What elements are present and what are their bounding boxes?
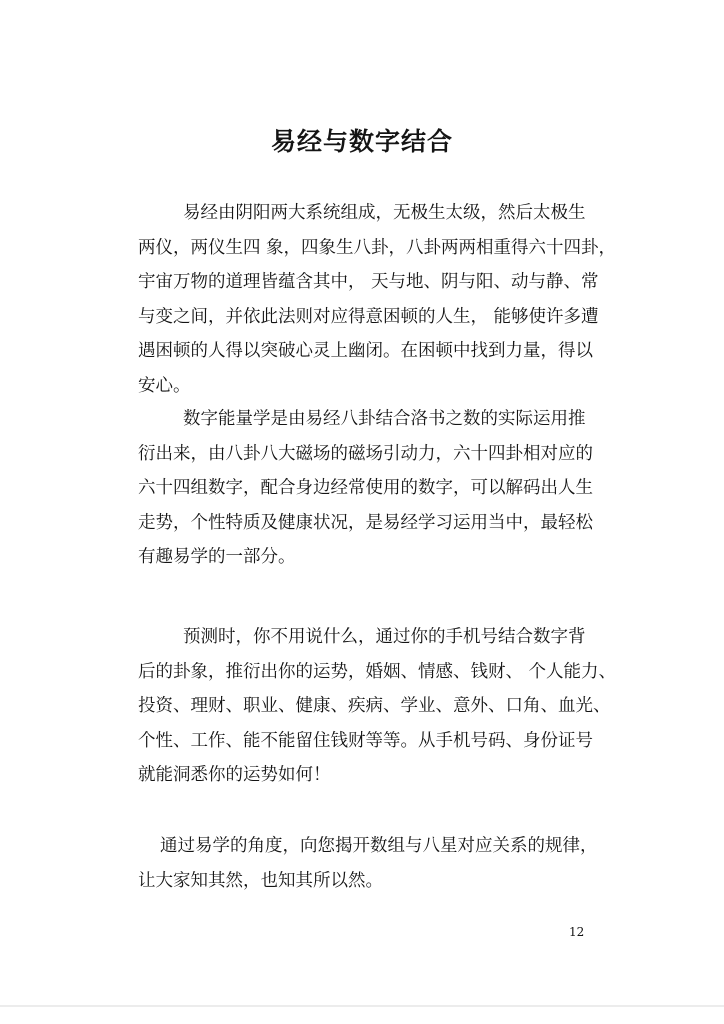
text-line: 易经由阴阳两大系统组成，无极生太级，然后太极生 xyxy=(183,203,586,223)
text-line: 让大家知其然，也知其所以然。 xyxy=(138,870,383,891)
text-line: 与变之间，并依此法则对应得意困顿的人生， 能够使许多遭 xyxy=(138,306,599,327)
text-line: 数字能量学是由易经八卦结合洛书之数的实际运用推 xyxy=(183,409,586,429)
paragraph-yijing-system xyxy=(138,196,617,403)
text-line: 通过易学的角度，向您揭开数组与八星对应关系的规律， xyxy=(160,836,598,856)
text-line: 衍出来，由八卦八大磁场的磁场引动力，六十四卦相对应的 xyxy=(138,443,593,464)
paragraph-conclusion xyxy=(138,829,598,898)
text-line: 安心。 xyxy=(138,375,191,396)
text-line: 六十四组数字，配合身边经常使用的数字，可以解码出人生 xyxy=(138,478,593,498)
text-line: 预测时，你不用说什么，通过你的手机号结合数字背 xyxy=(183,627,586,647)
text-line: 有趣易学的一部分。 xyxy=(138,547,296,567)
text-line: 遇困顿的人得以突破心灵上幽闭。在困顿中找到力量，得以 xyxy=(138,341,593,361)
text-line: 后的卦象，推衍出你的运势，婚姻、情感、钱财、 个人能力、 xyxy=(138,661,617,682)
page-title: 易经与数字结合 xyxy=(270,127,453,156)
paragraph-prediction xyxy=(138,620,617,793)
text-line: 个性、工作、能不能留住钱财等等。从手机号码、身份证号 xyxy=(138,730,593,751)
paragraph-number-energy xyxy=(138,402,598,575)
text-line: 宇宙万物的道理皆蕴含其中， 天与地、阴与阳、动与静、常 xyxy=(138,272,599,292)
text-line: 走势，个性特质及健康状况，是易经学习运用当中，最轻松 xyxy=(138,512,593,533)
text-line: 就能洞悉你的运势如何！ xyxy=(138,765,331,785)
page-number: 12 xyxy=(569,925,585,939)
text-line: 两仪，两仪生四 象，四象生八卦，八卦两两相重得六十四卦， xyxy=(138,237,617,258)
scan-edge-divider xyxy=(0,1005,724,1007)
text-line: 投资、理财、职业、健康、疾病、学业、意外、口角、血光、 xyxy=(138,696,611,716)
